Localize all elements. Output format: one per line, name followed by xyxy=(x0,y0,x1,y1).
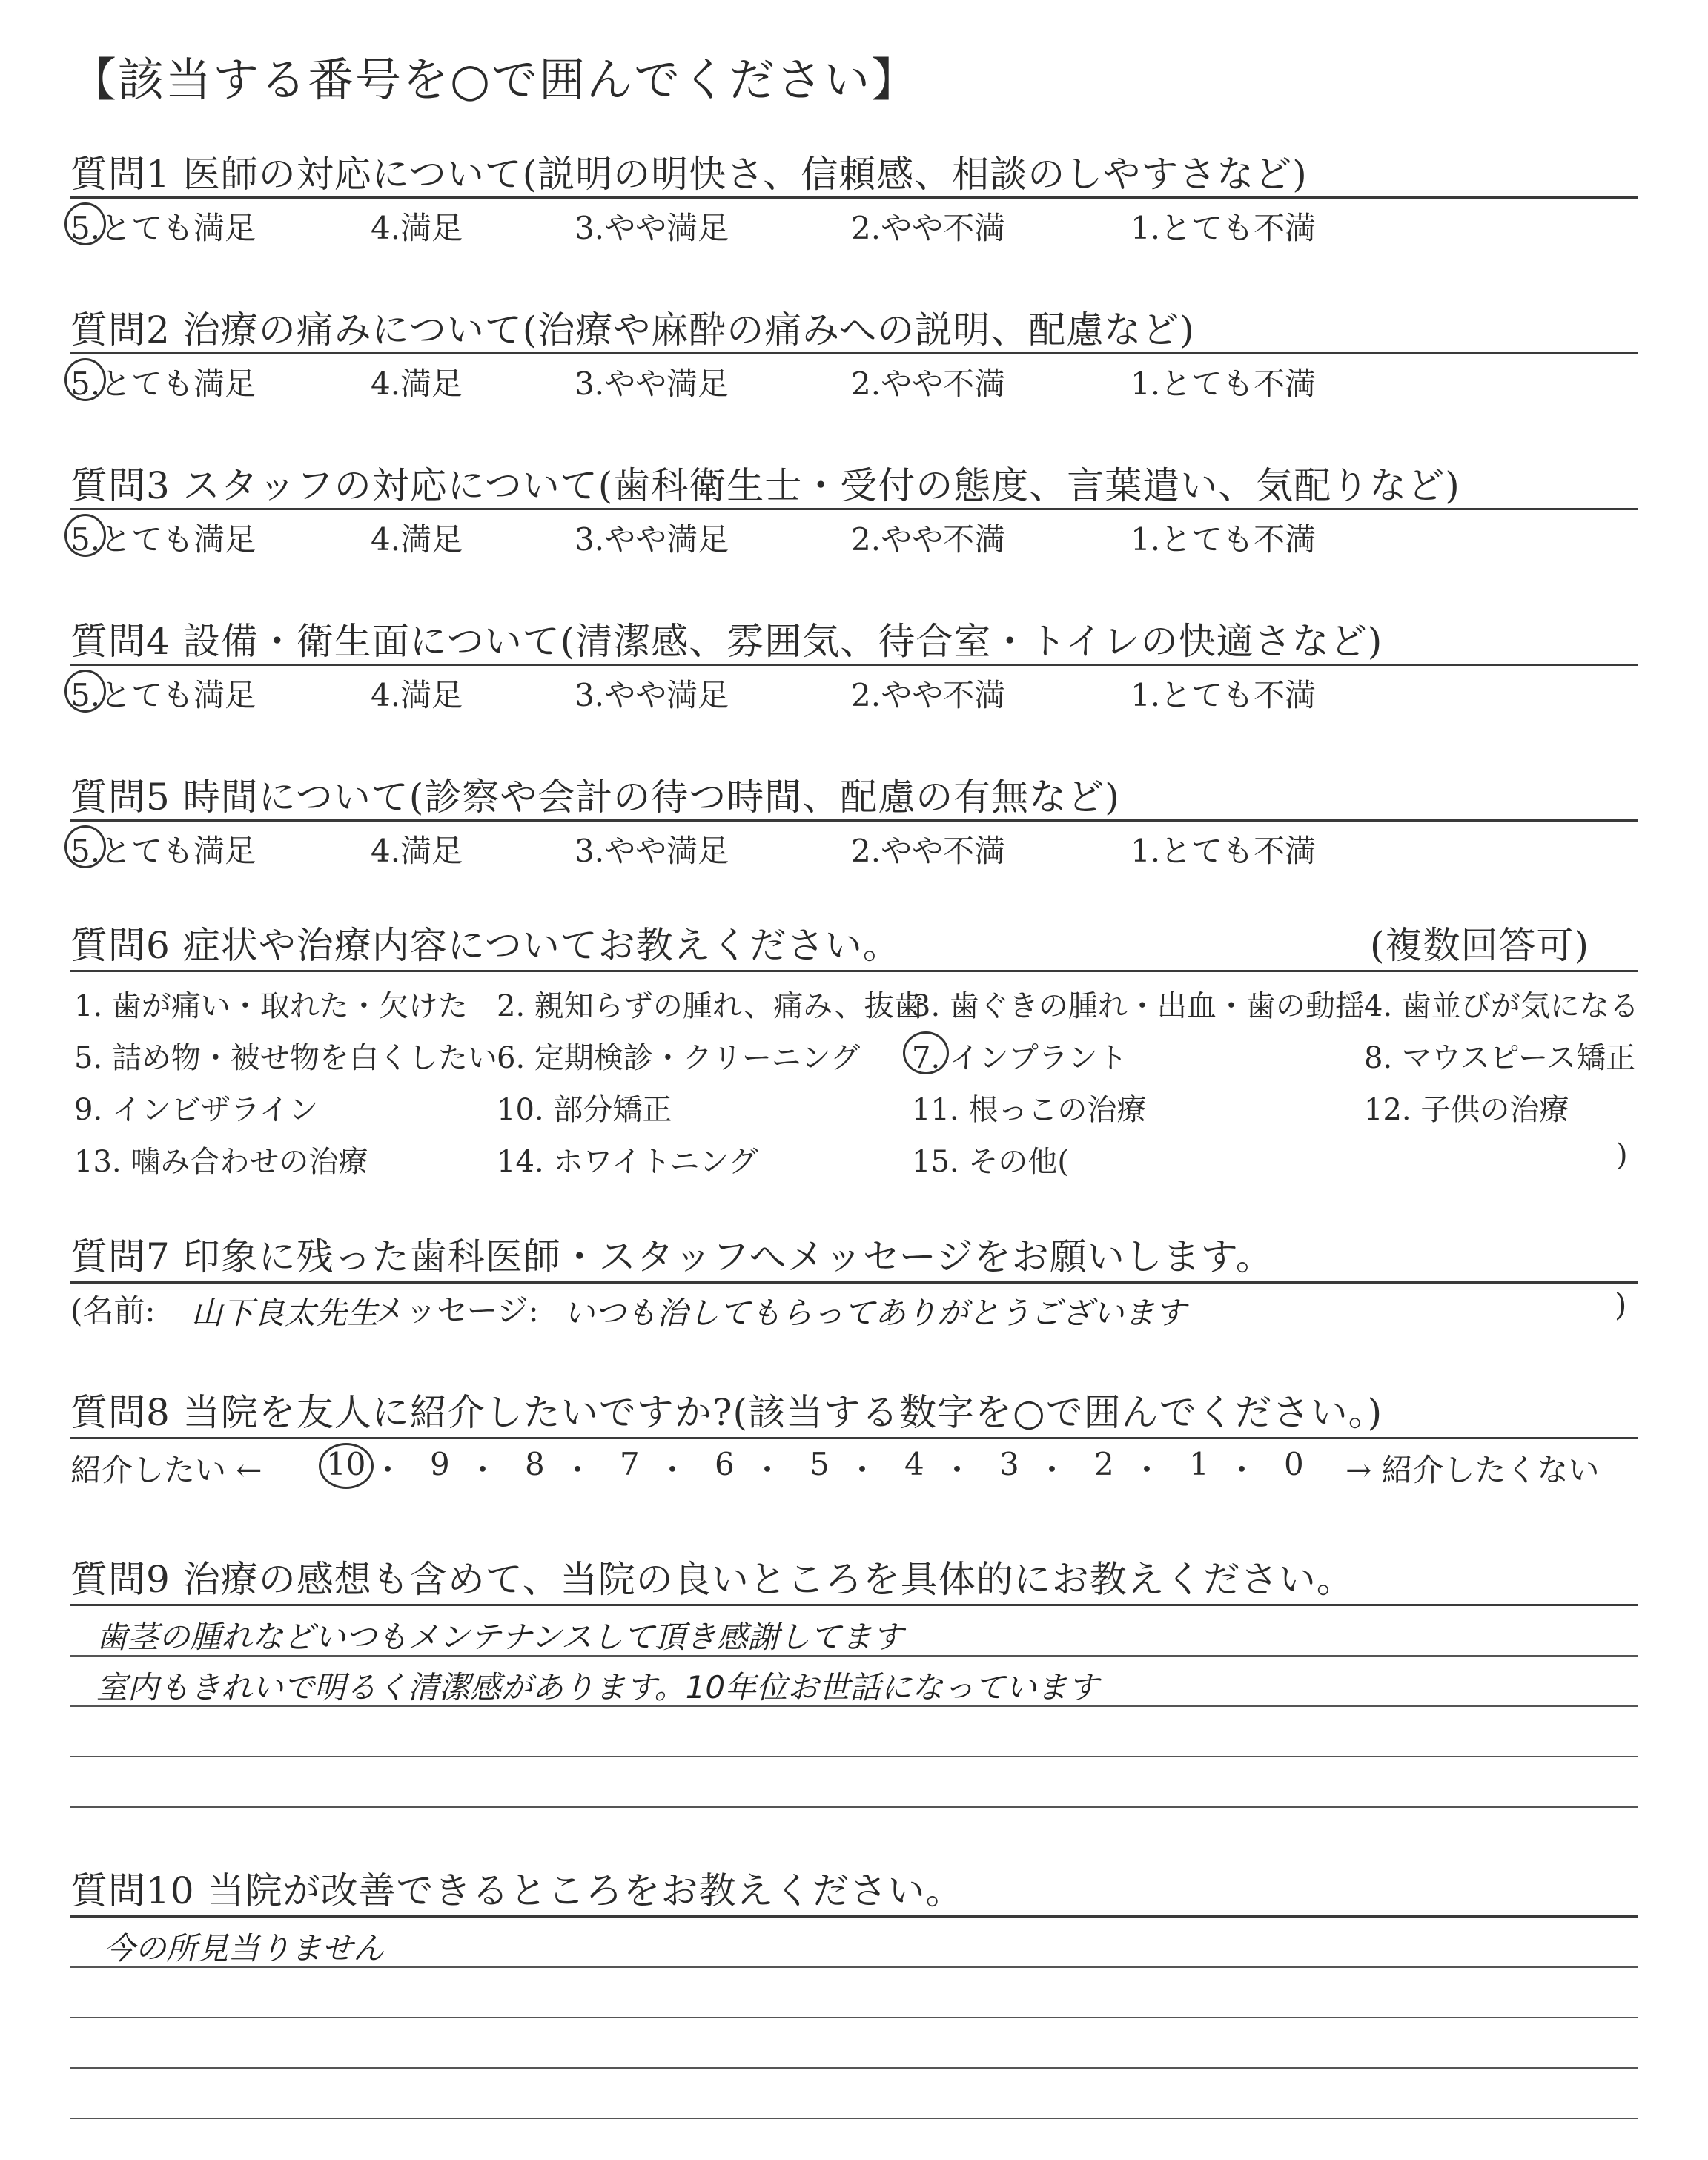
q6-option-7[interactable]: 7. インプラント xyxy=(912,1041,1128,1075)
q8-separator: ・ xyxy=(467,1452,499,1488)
q3-selected-circle xyxy=(64,514,106,557)
q3-title: 質問3 スタッフの対応について(歯科衛生士・受付の態度、言葉遣い、気配りなど) xyxy=(70,464,1460,507)
q8-scale-1[interactable]: 1 xyxy=(1189,1446,1209,1482)
q6-option-13[interactable]: 13. 噛み合わせの治療 xyxy=(74,1145,368,1179)
q5-rule xyxy=(70,819,1638,822)
q6-option-3[interactable]: 3. 歯ぐきの腫れ・出血・歯の動揺 xyxy=(912,989,1365,1023)
q5-title: 質問5 時間について(診察や会計の待つ時間、配慮の有無など) xyxy=(70,776,1120,819)
q8-separator: ・ xyxy=(1226,1452,1258,1488)
q4-title: 質問4 設備・衛生面について(清潔感、雰囲気、待合室・トイレの快適さなど) xyxy=(70,620,1383,663)
page-header: 【該当する番号を○で囲んでください】 xyxy=(70,53,919,107)
q3-option-3[interactable]: 3.やや満足 xyxy=(575,521,729,558)
q7-name-value: 山下良太先生 xyxy=(191,1295,379,1331)
q3-option-5[interactable]: 5.とても満足 xyxy=(70,521,256,558)
q10-answer-line-1: 今の所見当りません xyxy=(104,1930,385,1966)
q6-option-6[interactable]: 6. 定期検診・クリーニング xyxy=(497,1041,861,1075)
q8-selected-circle xyxy=(319,1443,374,1489)
q1-option-4[interactable]: 4.満足 xyxy=(371,210,463,246)
q5-option-4[interactable]: 4.満足 xyxy=(371,833,463,869)
q6-title: 質問6 症状や治療内容についてお教えください。 xyxy=(70,924,901,967)
q8-separator: ・ xyxy=(562,1452,594,1488)
q2-option-3[interactable]: 3.やや満足 xyxy=(575,366,729,402)
q3-rule xyxy=(70,508,1638,510)
q2-option-4[interactable]: 4.満足 xyxy=(371,366,463,402)
q6-option-10[interactable]: 10. 部分矯正 xyxy=(497,1093,672,1127)
q6-selected-circle xyxy=(903,1031,949,1074)
q2-option-1[interactable]: 1.とても不満 xyxy=(1131,366,1317,402)
q1-selected-circle xyxy=(64,202,106,245)
q8-scale-5[interactable]: 5 xyxy=(810,1446,830,1482)
q8-scale-8[interactable]: 8 xyxy=(525,1446,545,1482)
q6-option-5[interactable]: 5. 詰め物・被せ物を白くしたい xyxy=(74,1041,497,1075)
q3-option-1[interactable]: 1.とても不満 xyxy=(1131,521,1317,558)
q5-option-2[interactable]: 2.やや不満 xyxy=(851,833,1006,869)
q8-rule xyxy=(70,1437,1638,1439)
q5-option-5[interactable]: 5.とても満足 xyxy=(70,833,256,869)
q6-option-8[interactable]: 8. マウスピース矯正 xyxy=(1364,1041,1636,1075)
q10-rule-1 xyxy=(70,1915,1638,1918)
q1-rule xyxy=(70,196,1638,199)
q2-option-2[interactable]: 2.やや不満 xyxy=(851,366,1006,402)
q4-rule xyxy=(70,664,1638,666)
q8-separator: ・ xyxy=(1036,1452,1068,1488)
q4-option-4[interactable]: 4.満足 xyxy=(371,677,463,713)
q6-option-14[interactable]: 14. ホワイトニング xyxy=(497,1145,758,1179)
q7-title: 質問7 印象に残った歯科医師・スタッフへメッセージをお願いします。 xyxy=(70,1235,1274,1278)
q7-name-label: (名前: xyxy=(70,1292,156,1329)
q3-option-4[interactable]: 4.満足 xyxy=(371,521,463,558)
q6-option-11[interactable]: 11. 根っこの治療 xyxy=(912,1093,1147,1127)
q9-title: 質問9 治療の感想も含めて、当院の良いところを具体的にお教えください。 xyxy=(70,1558,1354,1601)
q10-rule-4 xyxy=(70,2067,1638,2069)
q9-answer-line-2: 室内もきれいで明るく清潔感があります。10年位お世話になっています xyxy=(96,1669,1099,1705)
q8-scale-10[interactable]: 10 xyxy=(326,1446,366,1482)
q8-scale-9[interactable]: 9 xyxy=(430,1446,450,1482)
q8-title: 質問8 当院を友人に紹介したいですか?(該当する数字を○で囲んでください。) xyxy=(70,1391,1383,1434)
q7-message-value: いつも治してもらってありがとうございます xyxy=(563,1295,1187,1331)
q6-note: (複数回答可) xyxy=(1370,924,1590,967)
q9-rule-4 xyxy=(70,1756,1638,1757)
q4-option-2[interactable]: 2.やや不満 xyxy=(851,677,1006,713)
q8-scale-0[interactable]: 0 xyxy=(1284,1446,1304,1482)
q8-scale-3[interactable]: 3 xyxy=(999,1446,1019,1482)
q6-option-15[interactable]: 15. その他( xyxy=(912,1145,1069,1179)
q2-title: 質問2 治療の痛みについて(治療や麻酔の痛みへの説明、配慮など) xyxy=(70,308,1195,351)
q1-option-2[interactable]: 2.やや不満 xyxy=(851,210,1006,246)
q4-selected-circle xyxy=(64,670,106,713)
q5-option-1[interactable]: 1.とても不満 xyxy=(1131,833,1317,869)
q8-scale-6[interactable]: 6 xyxy=(715,1446,735,1482)
q8-separator: ・ xyxy=(847,1452,878,1488)
q8-left-label: 紹介したい ← xyxy=(70,1452,262,1488)
q5-option-3[interactable]: 3.やや満足 xyxy=(575,833,729,869)
q5-selected-circle xyxy=(64,825,106,868)
q8-separator: ・ xyxy=(372,1452,404,1488)
q6-option-2[interactable]: 2. 親知らずの腫れ、痛み、抜歯 xyxy=(497,989,924,1023)
q10-rule-5 xyxy=(70,2118,1638,2119)
q9-answer-line-1: 歯茎の腫れなどいつもメンテナンスして頂き感謝してます xyxy=(96,1619,904,1655)
q6-option-4[interactable]: 4. 歯並びが気になる xyxy=(1364,989,1639,1023)
q2-option-5[interactable]: 5.とても満足 xyxy=(70,366,256,402)
q4-option-3[interactable]: 3.やや満足 xyxy=(575,677,729,713)
q6-option-12[interactable]: 12. 子供の治療 xyxy=(1364,1093,1569,1127)
q8-scale-4[interactable]: 4 xyxy=(904,1446,924,1482)
q8-scale-7[interactable]: 7 xyxy=(620,1446,640,1482)
q4-option-5[interactable]: 5.とても満足 xyxy=(70,677,256,713)
q9-rule-5 xyxy=(70,1806,1638,1808)
q3-option-2[interactable]: 2.やや不満 xyxy=(851,521,1006,558)
q7-message-label: メッセージ: xyxy=(374,1292,539,1329)
q10-rule-3 xyxy=(70,2017,1638,2018)
q7-close-paren: ) xyxy=(1615,1287,1627,1323)
q8-scale-2[interactable]: 2 xyxy=(1094,1446,1114,1482)
q6-rule xyxy=(70,970,1638,972)
q2-selected-circle xyxy=(64,358,106,401)
q1-option-5[interactable]: 5.とても満足 xyxy=(70,210,256,246)
q6-option-9[interactable]: 9. インビザライン xyxy=(74,1093,319,1127)
q1-title: 質問1 医師の対応について(説明の明快さ、信頼感、相談のしやすさなど) xyxy=(70,153,1308,196)
q2-rule xyxy=(70,352,1638,354)
q8-separator: ・ xyxy=(1131,1452,1163,1488)
q1-option-3[interactable]: 3.やや満足 xyxy=(575,210,729,246)
q4-option-1[interactable]: 1.とても不満 xyxy=(1131,677,1317,713)
q8-separator: ・ xyxy=(657,1452,689,1488)
q8-separator: ・ xyxy=(941,1452,973,1488)
q6-other-close-paren: ) xyxy=(1616,1138,1628,1172)
q6-option-1[interactable]: 1. 歯が痛い・取れた・欠けた xyxy=(74,989,468,1023)
q1-option-1[interactable]: 1.とても不満 xyxy=(1131,210,1317,246)
q7-rule xyxy=(70,1281,1638,1284)
q9-rule-1 xyxy=(70,1604,1638,1606)
q8-right-label: → 紹介したくない xyxy=(1345,1452,1600,1488)
q10-title: 質問10 当院が改善できるところをお教えください。 xyxy=(70,1869,964,1912)
q8-separator: ・ xyxy=(752,1452,784,1488)
